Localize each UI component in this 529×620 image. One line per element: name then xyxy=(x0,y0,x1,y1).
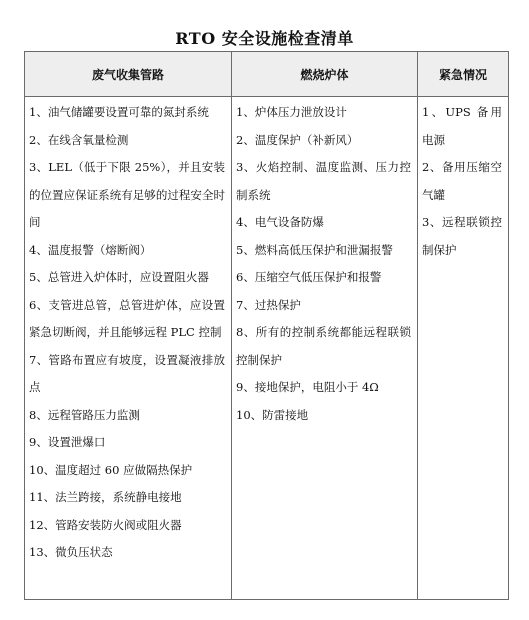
page-title: RTO 安全设施检查清单 xyxy=(175,29,354,48)
list-item: 13、微负压状态 xyxy=(29,545,113,559)
list-item: 8、所有的控制系统都能远程联锁控制保护 xyxy=(236,325,411,367)
list-item: 2、温度保护（补新风） xyxy=(236,132,359,147)
list-item: 3、LEL（低于下限 25%），并且安装的位置应保证系统有足够的过程安全时间 xyxy=(29,160,225,229)
emergency-cell xyxy=(418,97,509,600)
list-item: 6、支管进总管，总管进炉体，应设置紧急切断阀，并且能够远程 PLC 控制 xyxy=(29,297,225,339)
list-item: 5、总管进入炉体时，应设置阻火器 xyxy=(29,270,209,284)
list-item: 12、管路安装防火阀或阻火器 xyxy=(29,517,182,532)
list-item: 8、远程管路压力监测 xyxy=(29,407,140,422)
exhaust-pipeline-list xyxy=(29,99,225,567)
list-item: 7、过热保护 xyxy=(236,297,301,312)
list-item: 2、备用压缩空气罐 xyxy=(422,160,502,202)
list-item: 4、电气设备防爆 xyxy=(236,215,324,229)
list-item: 9、接地保护，电阻小于 4Ω xyxy=(236,380,379,394)
list-item: 5、燃料高低压保护和泄漏报警 xyxy=(236,242,393,257)
list-item: 11、法兰跨接，系统静电接地 xyxy=(29,490,182,504)
exhaust-pipeline-cell xyxy=(25,97,232,600)
list-item: 7、管路布置应有坡度，设置凝液排放点 xyxy=(29,352,225,394)
checklist-table xyxy=(24,51,509,600)
list-item: 1、油气储罐要设置可靠的氮封系统 xyxy=(29,105,209,119)
combustion-chamber-cell xyxy=(232,97,418,600)
list-item: 1、炉体压力泄放设计 xyxy=(236,105,347,119)
table-row xyxy=(25,97,509,600)
list-item: 10、温度超过 60 应做隔热保护 xyxy=(29,462,193,477)
list-item: 3、火焰控制、温度监测、压力控制系统 xyxy=(236,160,411,202)
combustion-chamber-list xyxy=(236,99,411,429)
list-item: 1、UPS 备用电源 xyxy=(422,105,502,147)
column-header-emergency: 紧急情况 xyxy=(418,52,509,97)
list-item: 10、防雷接地 xyxy=(236,407,309,422)
list-item: 4、温度报警（熔断阀） xyxy=(29,242,152,257)
column-header-exhaust-pipeline: 废气收集管路 xyxy=(25,52,232,97)
list-item: 6、压缩空气低压保护和报警 xyxy=(236,270,382,284)
column-header-combustion-chamber: 燃烧炉体 xyxy=(232,52,418,97)
list-item: 9、设置泄爆口 xyxy=(29,435,106,449)
list-item: 2、在线含氧量检测 xyxy=(29,132,129,147)
emergency-list xyxy=(422,99,502,264)
table-header-row xyxy=(25,52,509,97)
list-item: 3、远程联锁控制保护 xyxy=(422,215,502,257)
